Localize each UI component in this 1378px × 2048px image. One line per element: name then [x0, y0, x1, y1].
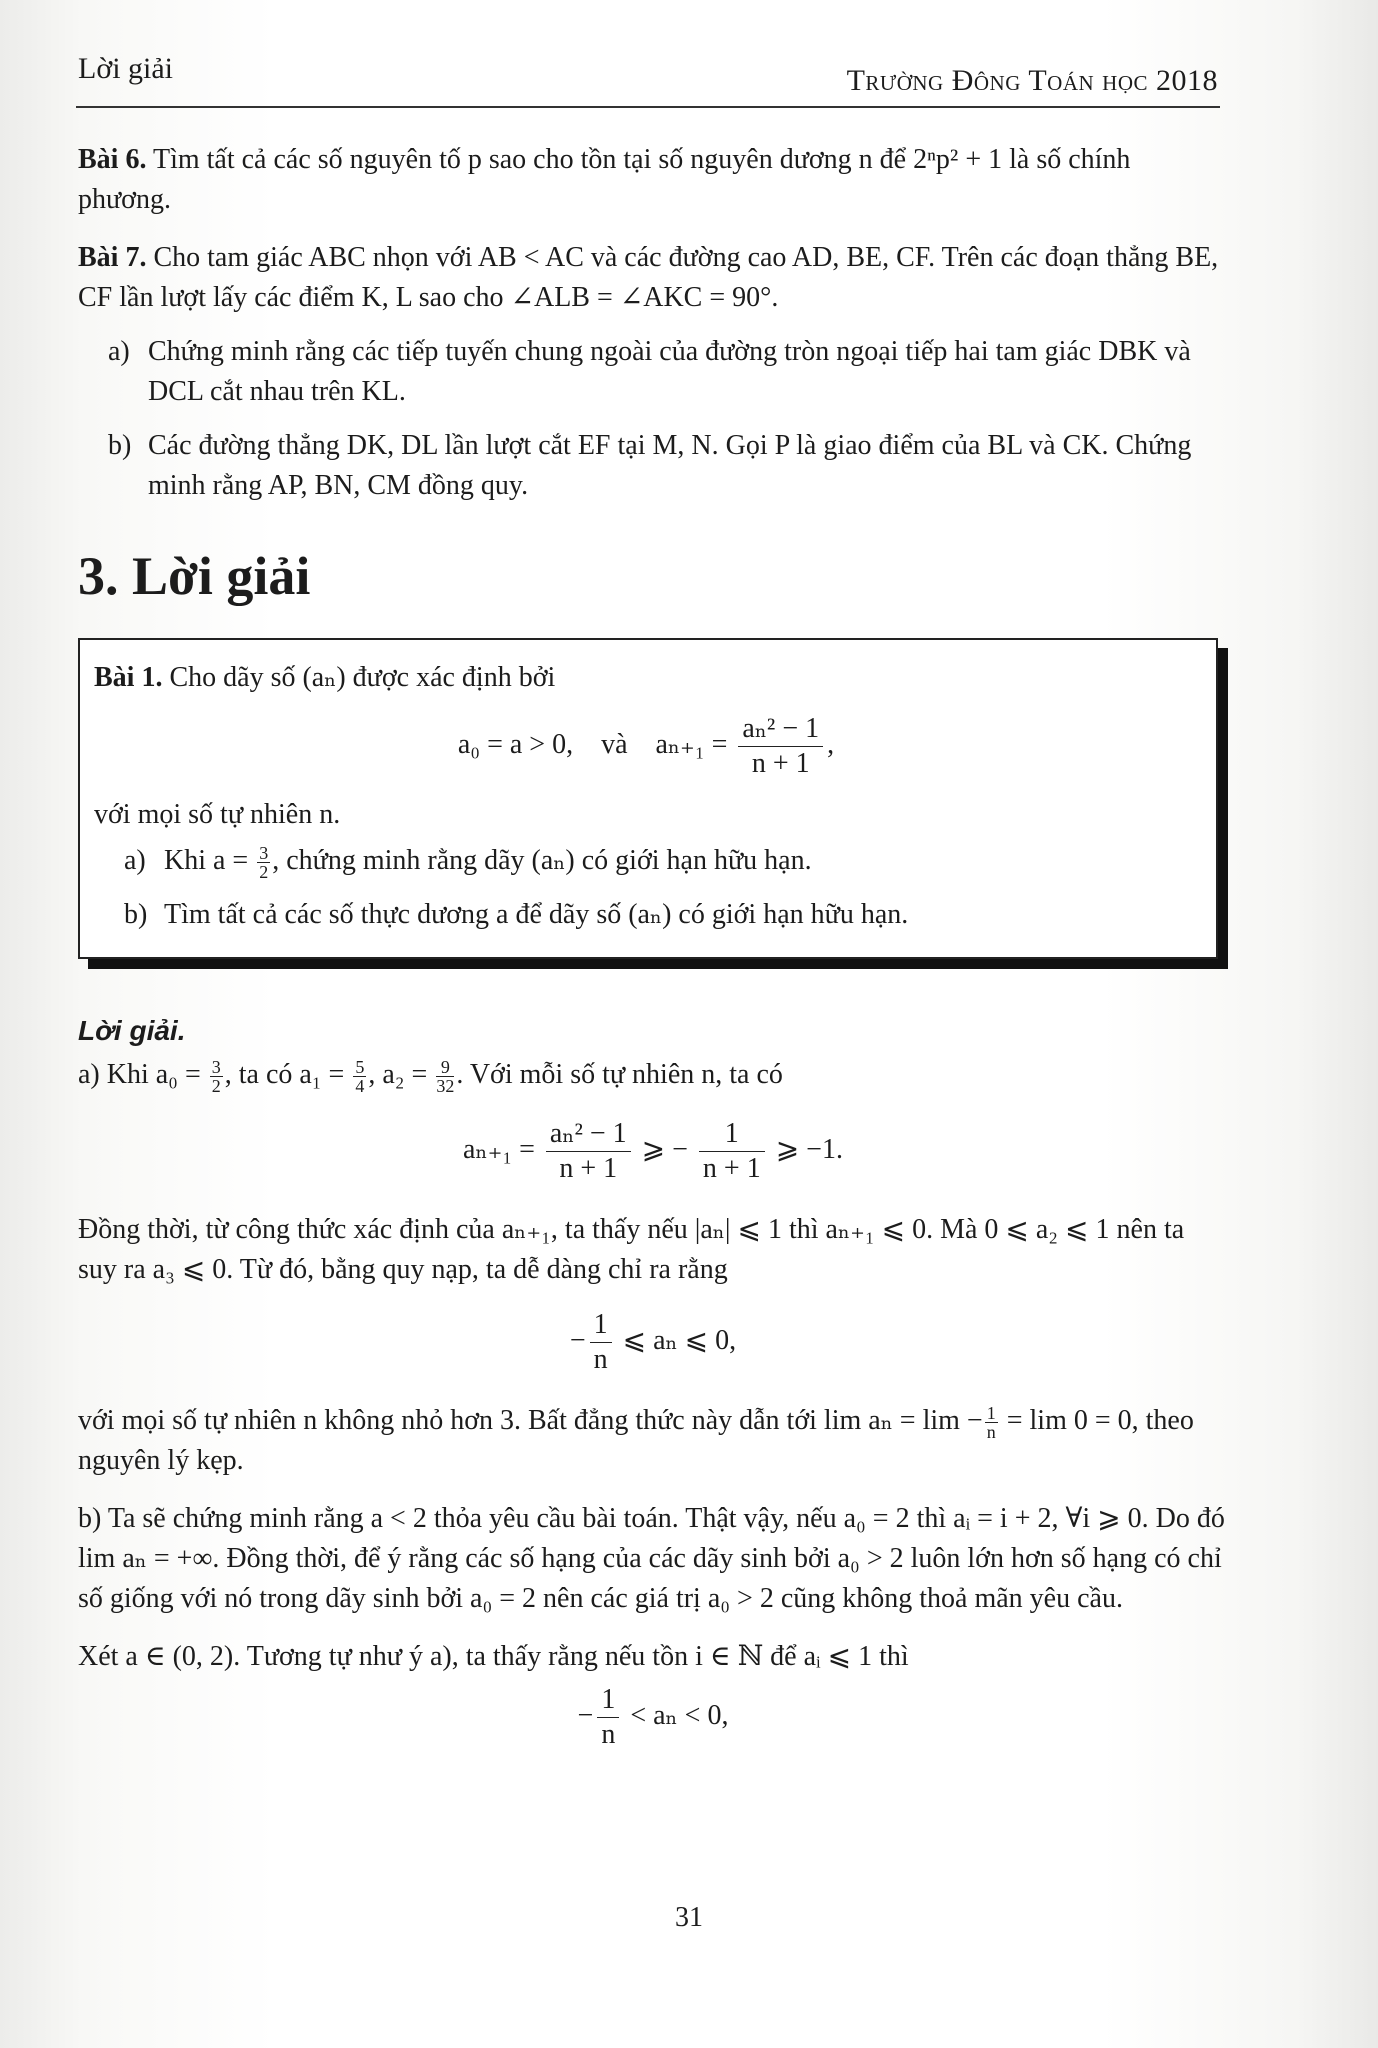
running-header-right: Trường Đông Toán học 2018 [846, 64, 1218, 97]
running-header-left: Lời giải [78, 52, 174, 85]
problem-6-label: Bài 6. [78, 144, 147, 175]
solution-paragraph-5: Xét a ∈ (0, 2). Tương tự như ý a), ta thấy rằng nếu tồn i ∈ ℕ để aᵢ ⩽ 1 thì [78, 1641, 909, 1673]
problem-6 [78, 140, 1228, 220]
section-title: 3. Lời giải [78, 546, 311, 606]
problem-7 [78, 238, 1228, 318]
solution-paragraph-3: với mọi số tự nhiên n không nhỏ hơn 3. Bất đẳng thức này dẫn tới lim aₙ = lim − $\frac{1}{n}$ = lim 0 = 0, theo nguyên lý kẹp. [78, 1403, 1194, 1477]
box-equation: a₀ = a > 0, và aₙ₊₁ = $\frac{\text{aₙ² − 1}}{n + 1}$ , [457, 713, 835, 779]
solution-part-a-intro: a) Khi a₀ = $\frac{3}{2}$ , ta có a₁ = $\frac{5}{4}$ , a₂ = $\frac{9}{32}$ . Với mỗi số tự nhiên n, ta có [78, 1057, 783, 1097]
solution-equation-1: aₙ₊₁ = $\frac{\text{aₙ² − 1}}{n + 1}$ ⩾ − $\frac{1}{n + 1}$ ⩾ −1. [463, 1118, 843, 1185]
header-rule [76, 106, 1220, 108]
box-intro: Bài 1. Cho dãy số (aₙ) được xác định bởi [94, 662, 556, 693]
problem-6-text: Tìm tất cả các số nguyên tố p sao cho tồn tại số nguyên dương n để 2ⁿp² + 1 là số chính phương. [78, 144, 1131, 215]
solution-equation-2: − $\frac{1}{n}$ ⩽ aₙ ⩽ 0, [569, 1309, 737, 1376]
problem-7-text: Cho tam giác ABC nhọn với AB < AC và các đường cao AD, BE, CF. Trên các đoạn thẳng BE, CF lần lượt lấy các điểm K, L sao cho ∠ALB = ∠AKC = 90°. [78, 242, 1219, 313]
page-number: 31 [675, 1902, 703, 1933]
box-item-b: b) Tìm tất cả các số thực dương a để dãy số (aₙ) có giới hạn hữu hạn. [124, 899, 909, 931]
solution-equation-3: − $\frac{1}{n}$ < aₙ < 0, [577, 1684, 729, 1751]
problem-1-box [78, 638, 1218, 959]
solution-paragraph-2: Đồng thời, từ công thức xác định của aₙ₊₁, ta thấy nếu |aₙ| ⩽ 1 thì aₙ₊₁ ⩽ 0. Mà 0 ⩽ a₂ ⩽ 1 nên ta suy ra a₃ ⩽ 0. Từ đó, bằng quy nạp, ta dễ dàng chỉ ra rằng [78, 1214, 1185, 1286]
problem-7-item-a: a) Chứng minh rằng các tiếp tuyến chung ngoài của đường tròn ngoại tiếp hai tam giác DBK và DCL cắt nhau trên KL. [108, 336, 1191, 407]
box-fraction: $\frac{\text{aₙ² − 1}}{n + 1}$ [738, 712, 823, 781]
page-content [78, 140, 1228, 1758]
solution-heading: Lời giải. [78, 1015, 186, 1047]
problem-7-item-b: b) Các đường thẳng DK, DL lần lượt cắt EF tại M, N. Gọi P là giao điểm của BL và CK. Chứng minh rằng AP, BN, CM đồng quy. [108, 430, 1192, 501]
solution-paragraph-4: b) Ta sẽ chứng minh rằng a < 2 thỏa yêu cầu bài toán. Thật vậy, nếu a₀ = 2 thì aᵢ = i + 2, ∀i ⩾ 0. Do đó lim aₙ = +∞. Đồng thời, để ý rằng các số hạng của các dãy sinh bởi a₀ > 2 luôn lớn hơn số hạng có chỉ số giống với nó trong dãy sinh bởi a₀ = 2 nên các giá trị a₀ > 2 cũng không thoả mãn yêu cầu. [78, 1503, 1225, 1615]
box-item-a: a) Khi a = $\frac{3}{2}$ , chứng minh rằng dãy (aₙ) có giới hạn hữu hạn. [124, 843, 812, 883]
box-after: với mọi số tự nhiên n. [94, 799, 341, 830]
problem-7-label: Bài 7. [78, 242, 147, 273]
